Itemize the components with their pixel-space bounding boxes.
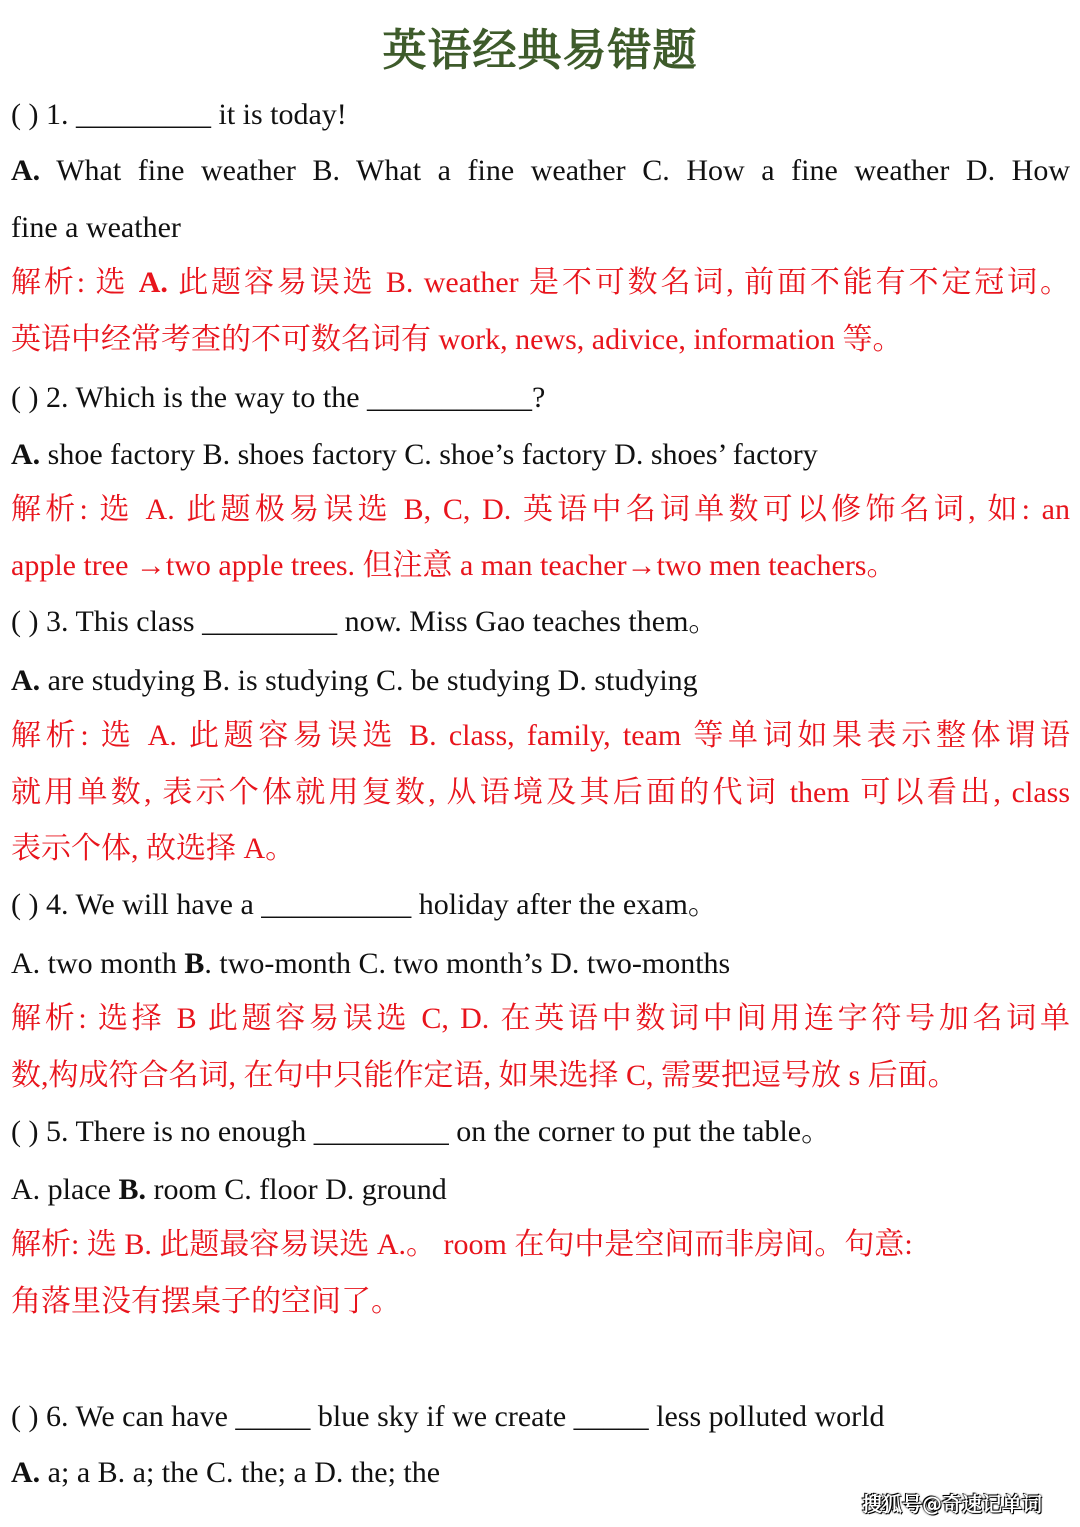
text-segment: apple tree →two apple trees. 但注意 a man teacher→two men teachers。 (11, 549, 897, 582)
analysis-line (11, 1282, 1070, 1322)
analysis-line (11, 773, 1070, 813)
answer-options (11, 208, 1070, 248)
answer-options (11, 1453, 1070, 1493)
text-segment: ( ) 2. Which is the way to the ___________? (11, 381, 546, 414)
text-segment: shoe factory B. shoes factory C. shoe’s factory D. shoes’ factory (40, 438, 818, 471)
text-segment: 此题容易误选 B. weather 是不可数名词, 前面不能有不定冠词。 (167, 266, 1070, 299)
text-segment: A. (11, 154, 41, 187)
text-segment: 解析: 选 (11, 266, 139, 299)
text-segment: 解析: 选 B. 此题最容易误选 A.。 room 在句中是空间而非房间。句意: (11, 1228, 913, 1261)
text-segment: room C. floor D. ground (145, 1173, 447, 1206)
question-stem (11, 885, 1070, 925)
answer-options (11, 944, 1070, 984)
text-segment: 解析: 选 A. 此题容易误选 B. class, family, team 等单词如果表示整体谓语 (11, 719, 1070, 752)
text-segment: ( ) 6. We can have _____ blue sky if we create _____ less polluted world (11, 1400, 885, 1433)
question-stem (11, 378, 1070, 418)
text-segment: ( ) 4. We will have a __________ holiday after the exam。 (11, 888, 718, 921)
text-segment: 数,构成符合名词, 在句中只能作定语, 如果选择 C, 需要把逗号放 s 后面。 (11, 1059, 958, 1092)
answer-options (11, 435, 1070, 475)
text-segment: a; a B. a; the C. the; a D. the; the (40, 1456, 441, 1489)
text-segment: A. (138, 266, 168, 299)
question-stem (11, 602, 1070, 642)
question-stem (11, 1397, 1070, 1437)
answer-options (11, 1170, 1070, 1210)
text-segment: . two-month C. two month’s D. two-months (204, 947, 731, 980)
text-segment: A. (11, 1456, 41, 1489)
text-segment: A. place (11, 1173, 119, 1206)
text-segment: ( ) 3. This class _________ now. Miss Gao teaches them。 (11, 605, 719, 638)
watermark: 搜狐号@奇速记单词 (862, 1492, 1042, 1516)
analysis-line (11, 490, 1070, 530)
analysis-line (11, 999, 1070, 1039)
text-segment: fine a weather (11, 211, 181, 244)
text-segment: What fine weather B. What a fine weather C. How a fine weather D. How (40, 154, 1070, 187)
text-segment: 英语中经常考查的不可数名词有 work, news, adivice, information 等。 (11, 323, 903, 356)
text-segment: are studying B. is studying C. be studying D. studying (40, 664, 698, 697)
answer-options (11, 151, 1070, 191)
text-segment: A. (11, 438, 41, 471)
text-segment: 表示个体, 故选择 A。 (11, 832, 296, 865)
text-segment: 解析: 选择 B 此题容易误选 C, D. 在英语中数词中间用连字符号加名词单 (11, 1002, 1070, 1035)
answer-options (11, 661, 1070, 701)
analysis-line (11, 829, 1070, 869)
text-segment: ( ) 1. _________ it is today! (11, 98, 347, 131)
text-segment: B. (118, 1173, 146, 1206)
text-segment: ( ) 5. There is no enough _________ on the corner to put the table。 (11, 1115, 832, 1148)
page-title: 英语经典易错题 (382, 25, 698, 76)
question-stem (11, 1112, 1070, 1152)
analysis-line (11, 1225, 1070, 1265)
analysis-line (11, 546, 1070, 586)
analysis-line (11, 320, 1070, 360)
text-segment: 解析: 选 A. 此题极易误选 B, C, D. 英语中名词单数可以修饰名词, 如: an (11, 493, 1070, 526)
text-segment: 角落里没有摆桌子的空间了。 (11, 1285, 401, 1318)
text-segment: A. (11, 664, 41, 697)
analysis-line (11, 263, 1070, 303)
analysis-line (11, 1056, 1070, 1096)
text-segment: B (184, 947, 205, 980)
question-stem (11, 95, 1070, 135)
analysis-line (11, 716, 1070, 756)
text-segment: 就用单数, 表示个体就用复数, 从语境及其后面的代词 them 可以看出, class (11, 776, 1070, 809)
text-segment: A. two month (11, 947, 185, 980)
